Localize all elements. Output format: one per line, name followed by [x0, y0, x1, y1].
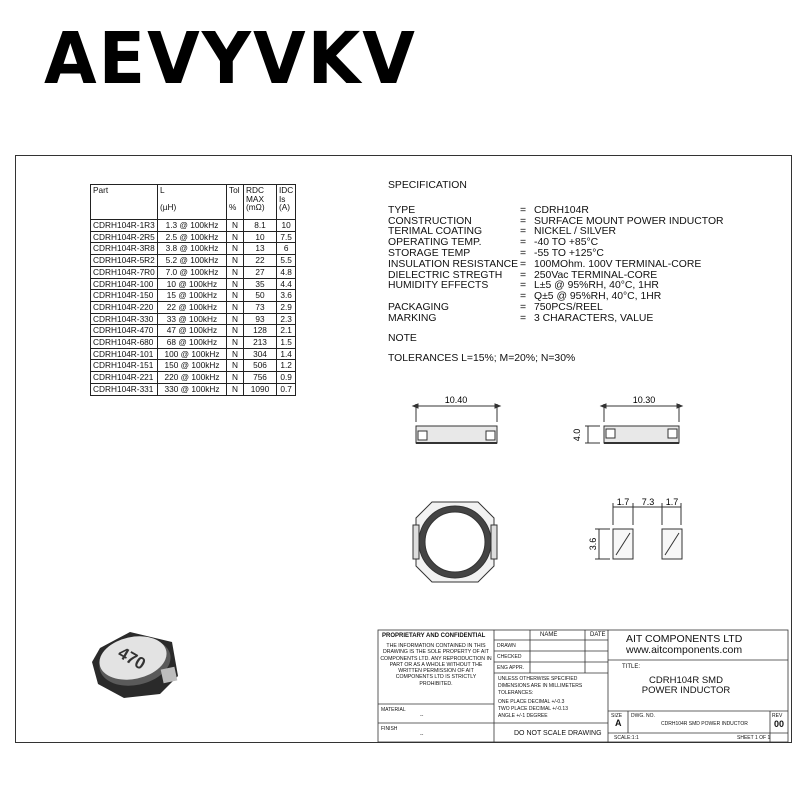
- table-cell-tol: N: [227, 313, 244, 325]
- table-cell-l: 330 @ 100kHz: [158, 383, 227, 395]
- company-website: www.aitcomponents.com: [626, 644, 743, 656]
- table-cell-part: CDRH104R-5R2: [91, 255, 158, 267]
- table-cell-rdc: 304: [244, 348, 277, 360]
- one-place: ONE PLACE DECIMAL +/-0.3: [498, 699, 565, 705]
- table-cell-tol: N: [227, 383, 244, 395]
- spec-value: Q±5 @ 95%RH, 40°C, 1HR: [534, 291, 662, 303]
- table-cell-tol: N: [227, 360, 244, 372]
- rev-value: 00: [774, 719, 785, 729]
- table-cell-rdc: 756: [244, 372, 277, 384]
- spec-value: 3 CHARACTERS, VALUE: [534, 312, 654, 324]
- spec-key: CONSTRUCTION: [388, 215, 472, 227]
- name-header: NAME: [540, 632, 558, 638]
- table-cell-idc: 4.8: [277, 266, 296, 278]
- checked-label: CHECKED: [497, 654, 522, 660]
- spec-equals: =: [520, 269, 527, 281]
- table-cell-rdc: 22: [244, 255, 277, 267]
- table-cell-tol: N: [227, 290, 244, 302]
- table-cell-tol: N: [227, 255, 244, 267]
- table-cell-tol: N: [227, 348, 244, 360]
- spec-value: SURFACE MOUNT POWER INDUCTOR: [534, 215, 724, 227]
- col-rdc: RDC MAX (mΩ): [244, 185, 277, 220]
- table-cell-part: CDRH104R-7R0: [91, 266, 158, 278]
- spec-key: TERIMAL COATING: [388, 226, 483, 238]
- spec-tolerances: TOLERANCES L=15%; M=20%; N=30%: [388, 353, 576, 365]
- dim-pad-a: 1.7: [616, 497, 630, 507]
- brand-title: AEVYVKV: [44, 18, 417, 101]
- spec-value: -40 TO +85°C: [534, 237, 599, 249]
- material-label: MATERIAL: [381, 707, 406, 713]
- table-cell-idc: 4.4: [277, 278, 296, 290]
- unless-text: UNLESS OTHERWISE SPECIFIED DIMENSIONS ARE IN MILLIMETERS TOLERANCES:: [498, 676, 583, 696]
- table-cell-tol: N: [227, 278, 244, 290]
- table-cell-rdc: 73: [244, 301, 277, 313]
- table-cell-l: 47 @ 100kHz: [158, 325, 227, 337]
- table-cell-rdc: 27: [244, 266, 277, 278]
- dim-pad-height: 3.6: [588, 537, 598, 551]
- spec-key: STORAGE TEMP: [388, 247, 471, 259]
- rev-label: REV: [772, 713, 783, 719]
- table-cell-idc: 6: [277, 243, 296, 255]
- table-cell-tol: N: [227, 372, 244, 384]
- company-name: AIT COMPONENTS LTD: [626, 633, 743, 645]
- spec-value: L±5 @ 95%RH, 40°C, 1HR: [534, 280, 659, 292]
- table-cell-idc: 1.4: [277, 348, 296, 360]
- spec-equals: =: [520, 237, 527, 249]
- spec-title: SPECIFICATION: [388, 180, 467, 191]
- prop-title: PROPRIETARY AND CONFIDENTIAL: [382, 633, 486, 639]
- spec-equals: =: [520, 312, 527, 324]
- title-label: TITLE:: [622, 664, 641, 670]
- table-cell-l: 100 @ 100kHz: [158, 348, 227, 360]
- spec-note: NOTE: [388, 332, 417, 344]
- spec-key: OPERATING TEMP.: [388, 237, 482, 249]
- table-cell-rdc: 35: [244, 278, 277, 290]
- spec-equals: =: [520, 280, 527, 292]
- component-marking: 470: [114, 643, 149, 674]
- finish-value: --: [420, 732, 424, 738]
- table-cell-rdc: 50: [244, 290, 277, 302]
- spec-value: NICKEL / SILVER: [534, 226, 616, 238]
- spec-key: HUMIDITY EFFECTS: [388, 280, 489, 292]
- table-cell-tol: N: [227, 266, 244, 278]
- table-cell-idc: 3.6: [277, 290, 296, 302]
- spec-key: PACKAGING: [388, 301, 450, 313]
- table-cell-part: CDRH104R-470: [91, 325, 158, 337]
- dwg-value: CDRH104R SMD POWER INDUCTOR: [661, 721, 748, 727]
- table-cell-part: CDRH104R-101: [91, 348, 158, 360]
- date-header: DATE: [590, 632, 606, 638]
- table-cell-rdc: 506: [244, 360, 277, 372]
- component-top-view: [413, 502, 497, 582]
- spec-equals: =: [520, 215, 527, 227]
- dim-height: 4.0: [572, 428, 582, 442]
- table-cell-l: 15 @ 100kHz: [158, 290, 227, 302]
- table-cell-idc: 5.5: [277, 255, 296, 267]
- col-part: Part: [91, 185, 158, 220]
- drawing-title-line2: POWER INDUCTOR: [641, 685, 731, 696]
- table-cell-l: 7.0 @ 100kHz: [158, 266, 227, 278]
- table-cell-tol: N: [227, 220, 244, 232]
- table-cell-part: CDRH104R-1R3: [91, 220, 158, 232]
- col-tol: Tol %: [227, 185, 244, 220]
- table-cell-idc: 10: [277, 220, 296, 232]
- table-cell-idc: 2.9: [277, 301, 296, 313]
- drawing-title: [630, 676, 742, 696]
- table-cell-rdc: 10: [244, 231, 277, 243]
- table-cell-part: CDRH104R-151: [91, 360, 158, 372]
- table-cell-tol: N: [227, 231, 244, 243]
- sheet-text: SHEET 1 OF 1: [737, 735, 771, 741]
- table-cell-tol: N: [227, 243, 244, 255]
- table-cell-l: 1.3 @ 100kHz: [158, 220, 227, 232]
- spec-equals: =: [520, 226, 527, 238]
- table-cell-l: 150 @ 100kHz: [158, 360, 227, 372]
- spec-equals: =: [520, 258, 527, 270]
- table-cell-part: CDRH104R-221: [91, 372, 158, 384]
- dim-side-width: 10.30: [632, 395, 656, 405]
- spec-value: 250Vac TERMINAL-CORE: [534, 269, 658, 281]
- spec-value: 750PCS/REEL: [534, 301, 603, 313]
- size-value: A: [615, 718, 622, 728]
- company-block: [626, 634, 742, 656]
- scale-text: SCALE:1:1: [614, 735, 639, 741]
- size-label: SIZE: [611, 713, 623, 719]
- dim-pad-gap: 7.3: [641, 497, 655, 507]
- table-cell-part: CDRH104R-330: [91, 313, 158, 325]
- table-cell-part: CDRH104R-220: [91, 301, 158, 313]
- table-cell-idc: 7.5: [277, 231, 296, 243]
- spec-equals: =: [520, 301, 527, 313]
- side-view-drawing: [585, 404, 682, 443]
- material-value: --: [420, 713, 424, 719]
- spec-key: TYPE: [388, 204, 416, 216]
- table-cell-l: 68 @ 100kHz: [158, 337, 227, 349]
- spec-value: 100MOhm. 100V TERMINAL-CORE: [534, 258, 702, 270]
- table-cell-idc: 0.7: [277, 383, 296, 395]
- table-cell-rdc: 128: [244, 325, 277, 337]
- table-cell-rdc: 93: [244, 313, 277, 325]
- table-cell-tol: N: [227, 337, 244, 349]
- table-cell-l: 5.2 @ 100kHz: [158, 255, 227, 267]
- table-cell-part: CDRH104R-3R8: [91, 243, 158, 255]
- spec-equals: =: [520, 204, 527, 216]
- table-cell-rdc: 13: [244, 243, 277, 255]
- footprint-drawing: [595, 503, 682, 559]
- drawing-title-line1: CDRH104R SMD: [649, 675, 723, 686]
- prop-text: THE INFORMATION CONTAINED IN THIS DRAWING IS THE SOLE PROPERTY OF AIT COMPONENTS LTD. ANY REPRODUCTION IN PART OR AS A WHOLE WITHOUT THE WRITTEN PERMISSION OF AIT COMPONENTS LTD IS STRICTLY PROHIBITED.: [380, 643, 492, 687]
- table-cell-part: CDRH104R-150: [91, 290, 158, 302]
- table-cell-part: CDRH104R-2R5: [91, 231, 158, 243]
- spec-key: MARKING: [388, 312, 437, 324]
- spec-value: -55 TO +125°C: [534, 247, 604, 259]
- two-place: TWO PLACE DECIMAL +/-0.13: [498, 706, 568, 712]
- table-cell-tol: N: [227, 325, 244, 337]
- angle-tol: ANGLE +/-1 DEGREE: [498, 713, 548, 719]
- spec-value: CDRH104R: [534, 204, 589, 216]
- table-cell-part: CDRH104R-331: [91, 383, 158, 395]
- dwg-label: DWG. NO.: [631, 713, 655, 719]
- table-cell-l: 2.5 @ 100kHz: [158, 231, 227, 243]
- table-cell-part: CDRH104R-100: [91, 278, 158, 290]
- dim-pad-b: 1.7: [665, 497, 679, 507]
- spec-key: DIELECTRIC STREGTH: [388, 269, 503, 281]
- table-cell-l: 33 @ 100kHz: [158, 313, 227, 325]
- table-cell-idc: 0.9: [277, 372, 296, 384]
- drawn-label: DRAWN: [497, 643, 516, 649]
- table-cell-l: 10 @ 100kHz: [158, 278, 227, 290]
- table-cell-idc: 2.1: [277, 325, 296, 337]
- table-cell-rdc: 1090: [244, 383, 277, 395]
- table-cell-l: 22 @ 100kHz: [158, 301, 227, 313]
- table-cell-idc: 2.3: [277, 313, 296, 325]
- table-cell-part: CDRH104R-680: [91, 337, 158, 349]
- table-cell-rdc: 8.1: [244, 220, 277, 232]
- dim-top-width: 10.40: [444, 395, 468, 405]
- finish-label: FINISH: [381, 726, 398, 732]
- top-view-drawing: [413, 404, 500, 443]
- table-cell-idc: 1.2: [277, 360, 296, 372]
- eng-appr-label: ENG APPR.: [497, 665, 524, 671]
- spec-key: INSULATION RESISTANCE: [388, 258, 519, 270]
- col-l: L (µH): [158, 185, 227, 220]
- table-cell-tol: N: [227, 301, 244, 313]
- spec-equals: =: [520, 291, 527, 303]
- table-cell-rdc: 213: [244, 337, 277, 349]
- col-idc: IDC Is (A): [277, 185, 296, 220]
- table-cell-l: 220 @ 100kHz: [158, 372, 227, 384]
- spec-equals: =: [520, 247, 527, 259]
- table-cell-idc: 1.5: [277, 337, 296, 349]
- do-not-scale: DO NOT SCALE DRAWING: [514, 730, 602, 737]
- table-cell-l: 3.8 @ 100kHz: [158, 243, 227, 255]
